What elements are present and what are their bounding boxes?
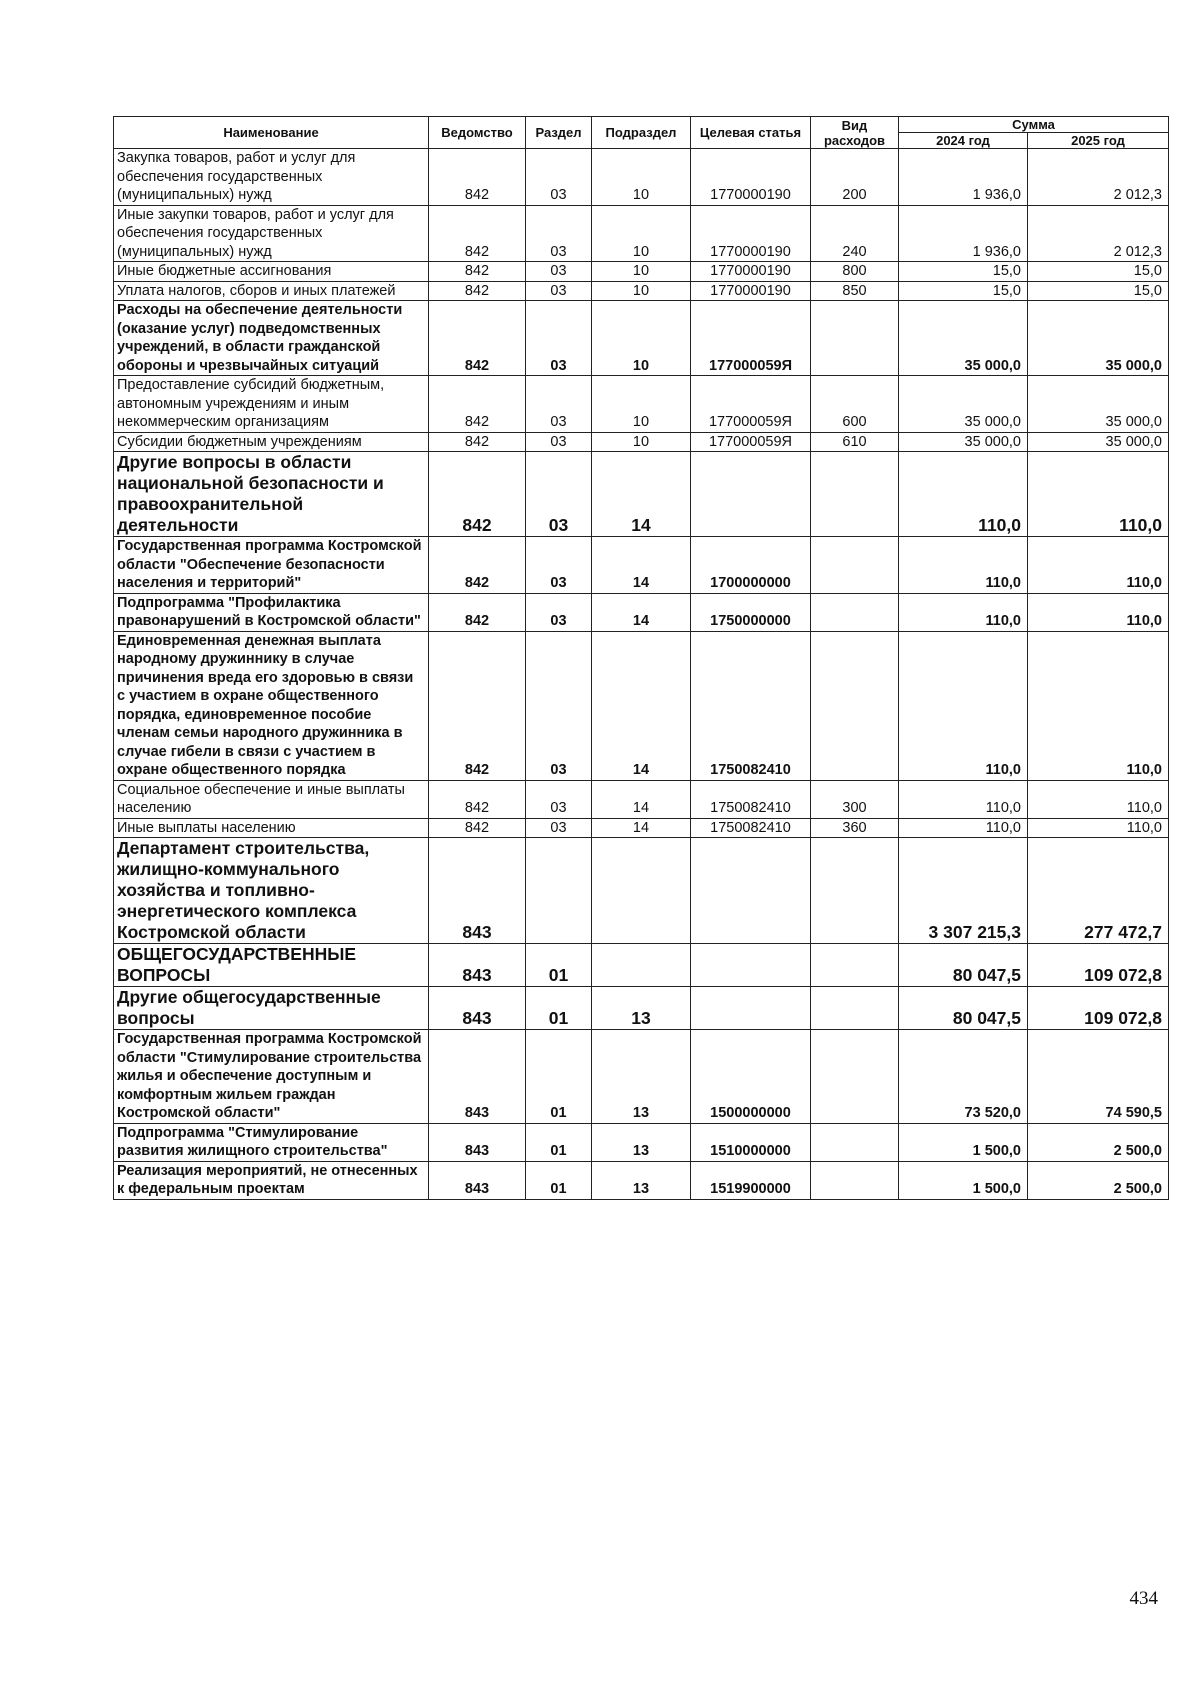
cell-section: 03 xyxy=(526,301,592,376)
cell-subsection: 10 xyxy=(592,432,691,452)
cell-dept: 842 xyxy=(429,205,526,262)
table-row xyxy=(114,780,1169,818)
cell-sum-2025: 110,0 xyxy=(1028,631,1169,780)
page-number: 434 xyxy=(1129,1588,1158,1609)
budget-table xyxy=(113,116,1169,1200)
table-row xyxy=(114,205,1169,262)
cell-exptype xyxy=(811,838,899,944)
cell-section: 01 xyxy=(526,1161,592,1199)
cell-sum-2025: 35 000,0 xyxy=(1028,432,1169,452)
cell-exptype: 240 xyxy=(811,205,899,262)
cell-target xyxy=(691,944,811,987)
cell-dept: 843 xyxy=(429,1123,526,1161)
table-row xyxy=(114,1123,1169,1161)
cell-sum-2024: 110,0 xyxy=(899,537,1028,594)
table-body xyxy=(114,149,1169,1200)
cell-exptype: 800 xyxy=(811,262,899,282)
header-name: Наименование xyxy=(114,117,429,149)
cell-section: 03 xyxy=(526,262,592,282)
cell-sum-2025: 110,0 xyxy=(1028,537,1169,594)
cell-section: 03 xyxy=(526,205,592,262)
cell-section: 03 xyxy=(526,593,592,631)
cell-name: Другие вопросы в области национальной безопасности и правоохранительной деятельности xyxy=(114,452,429,537)
cell-target xyxy=(691,452,811,537)
cell-name: Реализация мероприятий, не отнесенных к федеральным проектам xyxy=(114,1161,429,1199)
cell-section xyxy=(526,838,592,944)
table-row xyxy=(114,944,1169,987)
cell-exptype xyxy=(811,452,899,537)
header-year-2024: 2024 год xyxy=(899,133,1028,149)
cell-name: Единовременная денежная выплата народному дружиннику в случае причинения вреда его здоровью в связи с участием в охране общественного порядка, единовременное пособие членам семьи народного дружинника в случае гибели в связи с участием в охране общественного порядка xyxy=(114,631,429,780)
cell-sum-2025: 35 000,0 xyxy=(1028,301,1169,376)
cell-sum-2025: 2 012,3 xyxy=(1028,149,1169,206)
cell-dept: 842 xyxy=(429,452,526,537)
table-row xyxy=(114,376,1169,433)
cell-exptype: 200 xyxy=(811,149,899,206)
table-row xyxy=(114,432,1169,452)
cell-dept: 842 xyxy=(429,818,526,838)
cell-sum-2024: 80 047,5 xyxy=(899,944,1028,987)
cell-section: 01 xyxy=(526,944,592,987)
cell-subsection: 14 xyxy=(592,593,691,631)
cell-target: 1770000190 xyxy=(691,149,811,206)
cell-sum-2024: 15,0 xyxy=(899,281,1028,301)
cell-section: 03 xyxy=(526,780,592,818)
table-row xyxy=(114,987,1169,1030)
cell-exptype xyxy=(811,1161,899,1199)
cell-section: 03 xyxy=(526,376,592,433)
cell-dept: 843 xyxy=(429,944,526,987)
cell-subsection: 10 xyxy=(592,301,691,376)
cell-sum-2024: 3 307 215,3 xyxy=(899,838,1028,944)
cell-sum-2025: 74 590,5 xyxy=(1028,1030,1169,1124)
cell-subsection: 10 xyxy=(592,149,691,206)
cell-exptype: 610 xyxy=(811,432,899,452)
cell-target xyxy=(691,838,811,944)
cell-dept: 842 xyxy=(429,376,526,433)
cell-sum-2024: 35 000,0 xyxy=(899,376,1028,433)
header-sum: Сумма xyxy=(899,117,1169,133)
cell-subsection: 10 xyxy=(592,281,691,301)
cell-sum-2025: 2 500,0 xyxy=(1028,1161,1169,1199)
header-exptype: Вид расходов xyxy=(811,117,899,149)
cell-exptype xyxy=(811,631,899,780)
cell-exptype xyxy=(811,301,899,376)
cell-section: 03 xyxy=(526,149,592,206)
cell-sum-2025: 277 472,7 xyxy=(1028,838,1169,944)
cell-target: 1750082410 xyxy=(691,780,811,818)
budget-table-sheet xyxy=(113,116,1168,1200)
cell-target: 177000059Я xyxy=(691,301,811,376)
header-dept: Ведомство xyxy=(429,117,526,149)
table-row xyxy=(114,301,1169,376)
cell-sum-2024: 110,0 xyxy=(899,780,1028,818)
cell-name: Государственная программа Костромской области "Обеспечение безопасности населения и территорий" xyxy=(114,537,429,594)
cell-subsection xyxy=(592,944,691,987)
cell-sum-2025: 110,0 xyxy=(1028,452,1169,537)
cell-dept: 842 xyxy=(429,262,526,282)
cell-exptype xyxy=(811,1123,899,1161)
cell-name: Департамент строительства, жилищно-коммунального хозяйства и топливно-энергетического комплекса Костромской области xyxy=(114,838,429,944)
cell-dept: 843 xyxy=(429,987,526,1030)
cell-sum-2024: 35 000,0 xyxy=(899,301,1028,376)
table-header xyxy=(114,117,1169,149)
cell-dept: 842 xyxy=(429,432,526,452)
cell-name: Подпрограмма "Стимулирование развития жилищного строительства" xyxy=(114,1123,429,1161)
header-year-2025: 2025 год xyxy=(1028,133,1169,149)
cell-target: 1750082410 xyxy=(691,631,811,780)
header-subsection: Подраздел xyxy=(592,117,691,149)
cell-name: Субсидии бюджетным учреждениям xyxy=(114,432,429,452)
cell-section: 03 xyxy=(526,432,592,452)
cell-target: 1510000000 xyxy=(691,1123,811,1161)
table-row xyxy=(114,149,1169,206)
cell-dept: 842 xyxy=(429,301,526,376)
cell-subsection: 13 xyxy=(592,1030,691,1124)
cell-name: Иные закупки товаров, работ и услуг для обеспечения государственных (муниципальных) нужд xyxy=(114,205,429,262)
cell-target: 1500000000 xyxy=(691,1030,811,1124)
cell-target: 177000059Я xyxy=(691,432,811,452)
cell-target: 1519900000 xyxy=(691,1161,811,1199)
cell-sum-2024: 15,0 xyxy=(899,262,1028,282)
cell-exptype xyxy=(811,1030,899,1124)
cell-dept: 842 xyxy=(429,631,526,780)
cell-sum-2025: 109 072,8 xyxy=(1028,944,1169,987)
cell-name: Закупка товаров, работ и услуг для обеспечения государственных (муниципальных) нужд xyxy=(114,149,429,206)
cell-target: 1770000190 xyxy=(691,281,811,301)
table-row xyxy=(114,818,1169,838)
cell-subsection: 14 xyxy=(592,818,691,838)
cell-sum-2025: 2 500,0 xyxy=(1028,1123,1169,1161)
cell-subsection: 10 xyxy=(592,262,691,282)
cell-dept: 842 xyxy=(429,780,526,818)
cell-dept: 842 xyxy=(429,537,526,594)
cell-sum-2025: 109 072,8 xyxy=(1028,987,1169,1030)
table-row xyxy=(114,281,1169,301)
cell-sum-2024: 1 500,0 xyxy=(899,1123,1028,1161)
table-row xyxy=(114,631,1169,780)
cell-target: 177000059Я xyxy=(691,376,811,433)
cell-section: 03 xyxy=(526,452,592,537)
cell-sum-2024: 110,0 xyxy=(899,631,1028,780)
cell-name: Уплата налогов, сборов и иных платежей xyxy=(114,281,429,301)
cell-subsection: 14 xyxy=(592,631,691,780)
cell-sum-2025: 15,0 xyxy=(1028,262,1169,282)
cell-subsection: 14 xyxy=(592,780,691,818)
cell-name: ОБЩЕГОСУДАРСТВЕННЫЕ ВОПРОСЫ xyxy=(114,944,429,987)
cell-name: Предоставление субсидий бюджетным, автономным учреждениям и иным некоммерческим организациям xyxy=(114,376,429,433)
cell-section: 01 xyxy=(526,987,592,1030)
cell-dept: 843 xyxy=(429,1161,526,1199)
cell-dept: 843 xyxy=(429,1030,526,1124)
cell-name: Иные бюджетные ассигнования xyxy=(114,262,429,282)
cell-exptype: 360 xyxy=(811,818,899,838)
cell-target: 1770000190 xyxy=(691,205,811,262)
cell-subsection: 14 xyxy=(592,452,691,537)
cell-subsection: 13 xyxy=(592,987,691,1030)
cell-sum-2025: 35 000,0 xyxy=(1028,376,1169,433)
header-section: Раздел xyxy=(526,117,592,149)
table-row xyxy=(114,537,1169,594)
cell-target xyxy=(691,987,811,1030)
cell-dept: 842 xyxy=(429,281,526,301)
cell-sum-2025: 2 012,3 xyxy=(1028,205,1169,262)
cell-exptype: 600 xyxy=(811,376,899,433)
cell-subsection: 13 xyxy=(592,1161,691,1199)
cell-sum-2024: 80 047,5 xyxy=(899,987,1028,1030)
cell-sum-2024: 73 520,0 xyxy=(899,1030,1028,1124)
table-row xyxy=(114,838,1169,944)
cell-name: Иные выплаты населению xyxy=(114,818,429,838)
cell-target: 1700000000 xyxy=(691,537,811,594)
cell-target: 1770000190 xyxy=(691,262,811,282)
cell-name: Расходы на обеспечение деятельности (оказание услуг) подведомственных учреждений, в области гражданской обороны и чрезвычайных ситуаций xyxy=(114,301,429,376)
table-row xyxy=(114,262,1169,282)
cell-subsection xyxy=(592,838,691,944)
cell-name: Подпрограмма "Профилактика правонарушений в Костромской области" xyxy=(114,593,429,631)
cell-section: 01 xyxy=(526,1030,592,1124)
cell-sum-2024: 110,0 xyxy=(899,593,1028,631)
cell-exptype: 300 xyxy=(811,780,899,818)
cell-target: 1750082410 xyxy=(691,818,811,838)
cell-sum-2025: 110,0 xyxy=(1028,780,1169,818)
cell-sum-2024: 1 936,0 xyxy=(899,205,1028,262)
cell-section: 03 xyxy=(526,281,592,301)
cell-exptype xyxy=(811,987,899,1030)
table-row xyxy=(114,1161,1169,1199)
cell-exptype xyxy=(811,593,899,631)
cell-sum-2024: 110,0 xyxy=(899,452,1028,537)
cell-section: 01 xyxy=(526,1123,592,1161)
cell-sum-2024: 35 000,0 xyxy=(899,432,1028,452)
table-row xyxy=(114,1030,1169,1124)
cell-sum-2025: 110,0 xyxy=(1028,818,1169,838)
table-row xyxy=(114,452,1169,537)
cell-dept: 843 xyxy=(429,838,526,944)
cell-sum-2025: 110,0 xyxy=(1028,593,1169,631)
cell-exptype xyxy=(811,537,899,594)
cell-subsection: 10 xyxy=(592,376,691,433)
cell-dept: 842 xyxy=(429,593,526,631)
cell-exptype: 850 xyxy=(811,281,899,301)
cell-sum-2025: 15,0 xyxy=(1028,281,1169,301)
header-target: Целевая статья xyxy=(691,117,811,149)
cell-subsection: 10 xyxy=(592,205,691,262)
cell-name: Другие общегосударственные вопросы xyxy=(114,987,429,1030)
cell-name: Государственная программа Костромской области "Стимулирование строительства жилья и обеспечение доступным и комфортным жильем граждан Костромской области" xyxy=(114,1030,429,1124)
cell-sum-2024: 1 936,0 xyxy=(899,149,1028,206)
cell-subsection: 14 xyxy=(592,537,691,594)
cell-section: 03 xyxy=(526,818,592,838)
cell-dept: 842 xyxy=(429,149,526,206)
cell-section: 03 xyxy=(526,631,592,780)
table-row xyxy=(114,593,1169,631)
cell-subsection: 13 xyxy=(592,1123,691,1161)
cell-exptype xyxy=(811,944,899,987)
cell-sum-2024: 1 500,0 xyxy=(899,1161,1028,1199)
cell-sum-2024: 110,0 xyxy=(899,818,1028,838)
cell-target: 1750000000 xyxy=(691,593,811,631)
cell-section: 03 xyxy=(526,537,592,594)
cell-name: Социальное обеспечение и иные выплаты населению xyxy=(114,780,429,818)
